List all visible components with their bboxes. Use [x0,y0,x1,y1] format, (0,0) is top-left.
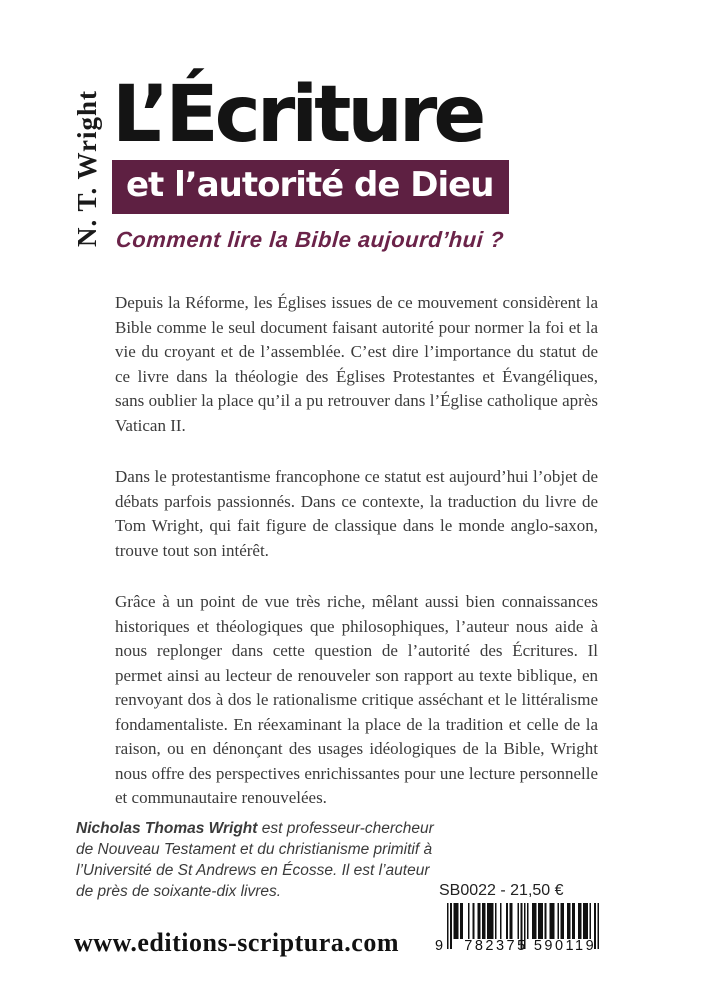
header-block [112,70,509,253]
ean-digit-group: 782375 [464,938,528,954]
synopsis-paragraph-2: Dans le protestantisme francophone ce statut est aujourd’hui l’objet de débats parfois passionnés. Dans ce contexte, la traduction du livre de Tom Wright, qui fait figure de classique dans le monde anglo-saxon, trouve tout son intérêt. [115,467,598,560]
author-name-vertical: N. T. Wright [72,89,102,247]
price-label: SB0022 - 21,50 € [439,882,564,899]
website-url: www.editions-scriptura.com [74,928,399,957]
book-title: L’Écriture [112,70,483,160]
synopsis-paragraph-3: Grâce à un point de vue très riche, mêlant aussi bien connaissances historiques et théologiques que philosophiques, l’auteur nous aide à nous replonger dans cette question de l’autorité des Écritures. Il permet ainsi au lecteur de renouveler son rapport au texte biblique, en renvoyant dos à dos le rationalisme critique asséchant et le littéralisme fondamentaliste. En réexaminant la place de la tradition et celle de la raison, ou en dénonçant des usages idéologiques de la Bible, Wright nous offre des perspectives enrichissantes pour une lecture personnelle et communautaire renouvelées. [115,592,598,807]
author-bio [76,818,448,902]
book-subtitle-banner: et l’autorité de Dieu [112,160,509,214]
ean-barcode [435,903,599,954]
ean-digit-group: 590119 [533,938,597,954]
synopsis [115,291,598,811]
synopsis-paragraph-1: Depuis la Réforme, les Églises issues de ce mouvement considèrent la Bible comme le seul document faisant autorité pour normer la foi et la vie du croyant et de l’assemblée. C’est dire l’importance du statut de ce livre dans la théologie des Églises Protestantes et Évangéliques, sans oublier la place qu’il a pu retrouver dans l’Église catholique après Vatican II. [115,293,598,435]
author-bio-text: est professeur-chercheur de Nouveau Testament et du christianisme primitif à l’Université de St Andrews en Écosse. Il est l’auteur de près de soixante-dix livres. [76,820,434,900]
ean-barcode-digits [435,938,599,954]
book-tagline: Comment lire la Bible aujourd’hui ? [115,226,505,252]
ean-digit-group: 9 [435,938,446,954]
author-bio-name: Nicholas Thomas Wright [76,820,258,837]
